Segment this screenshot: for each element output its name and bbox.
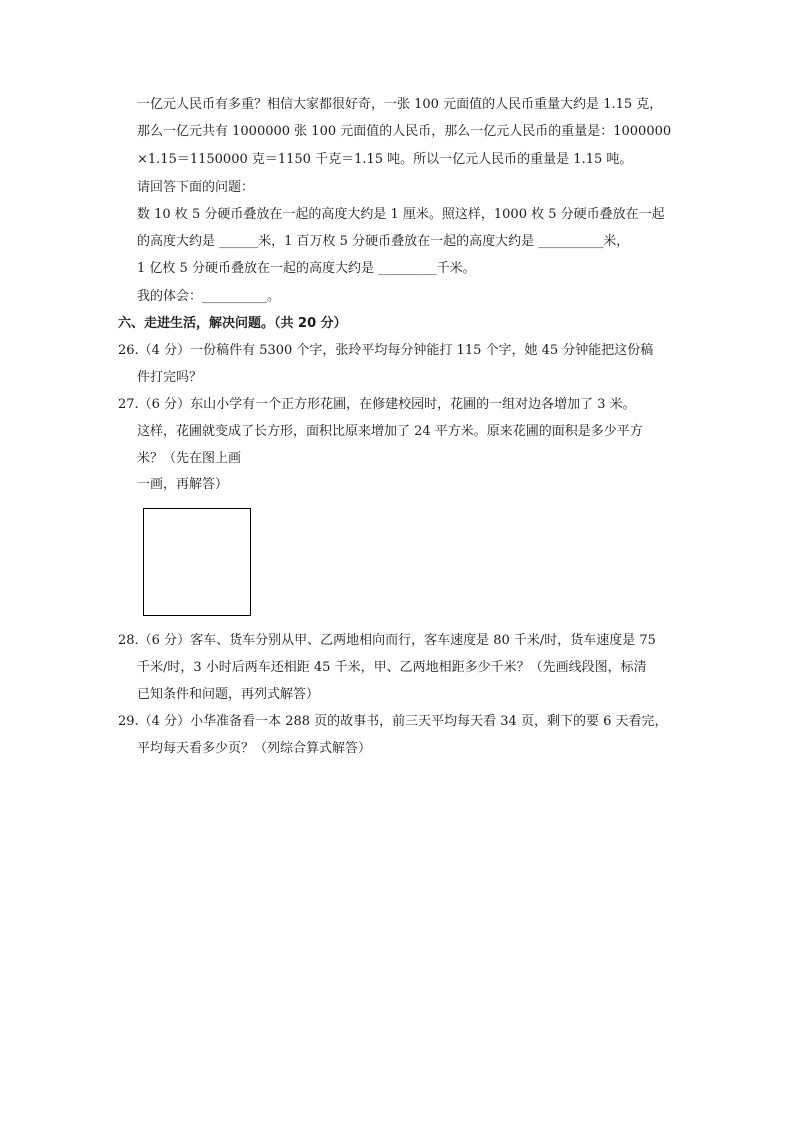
passage-line: 一亿元人民币有多重？相信大家都很好奇，一张 100 元面值的人民币重量大约是 1.15 克， bbox=[137, 97, 663, 112]
question-28-line: 千米/时，3 小时后两车还相距 45 千米，甲、乙两地相距多少千米？（先画线段图，标清 bbox=[137, 660, 647, 675]
question-28-line: 已知条件和问题，再列式解答） bbox=[137, 687, 320, 702]
section-title: 六、走进生活，解决问题。（共 20 分） bbox=[118, 316, 347, 331]
passage-line: ×1.15＝1150000 克＝1150 千克＝1.15 吨。所以一亿元人民币的重量是 1.15 吨。 bbox=[137, 152, 633, 167]
passage-line: 那么一亿元共有 1000000 张 100 元面值的人民币，那么一亿元人民币的重量是：1000000 bbox=[137, 124, 672, 139]
passage-question-line: 的高度大约是 ______米，1 百万枚 5 分硬币叠放在一起的高度大约是 __________米， bbox=[137, 234, 630, 249]
passage-question-line: 1 亿枚 5 分硬币叠放在一起的高度大约是 _________千米。 bbox=[137, 261, 476, 276]
passage-prompt: 请回答下面的问题： bbox=[137, 180, 255, 195]
question-26-line: 26.（4 分）一份稿件有 5300 个字，张玲平均每分钟能打 115 个字，她 45 分钟能把这份稿 bbox=[118, 343, 654, 358]
square-garden-figure bbox=[143, 508, 251, 616]
passage-question-line: 数 10 枚 5 分硬币叠放在一起的高度大约是 1 厘米。照这样，1000 枚 5 分硬币叠放在一起 bbox=[137, 207, 665, 222]
question-27-line: 一画，再解答） bbox=[137, 477, 229, 492]
question-26-line: 件打完吗？ bbox=[137, 370, 203, 385]
question-28-line: 28.（6 分）客车、货车分别从甲、乙两地相向而行，客车速度是 80 千米/时，货车速度是 75 bbox=[118, 633, 656, 648]
reflection-line: 我的体会：__________。 bbox=[137, 289, 281, 304]
question-29-line: 29.（4 分）小华准备看一本 288 页的故事书，前三天平均每天看 34 页，剩下的要 6 天看完， bbox=[118, 714, 668, 729]
question-27-line: 米？（先在图上画 bbox=[137, 451, 242, 466]
question-29-line: 平均每天看多少页？（列综合算式解答） bbox=[137, 741, 372, 756]
question-27-line: 这样，花圃就变成了长方形，面积比原来增加了 24 平方米。原来花圃的面积是多少平方 bbox=[137, 424, 643, 439]
question-27-line: 27.（6 分）东山小学有一个正方形花圃，在修建校园时，花圃的一组对边各增加了 3 米。 bbox=[118, 397, 636, 412]
